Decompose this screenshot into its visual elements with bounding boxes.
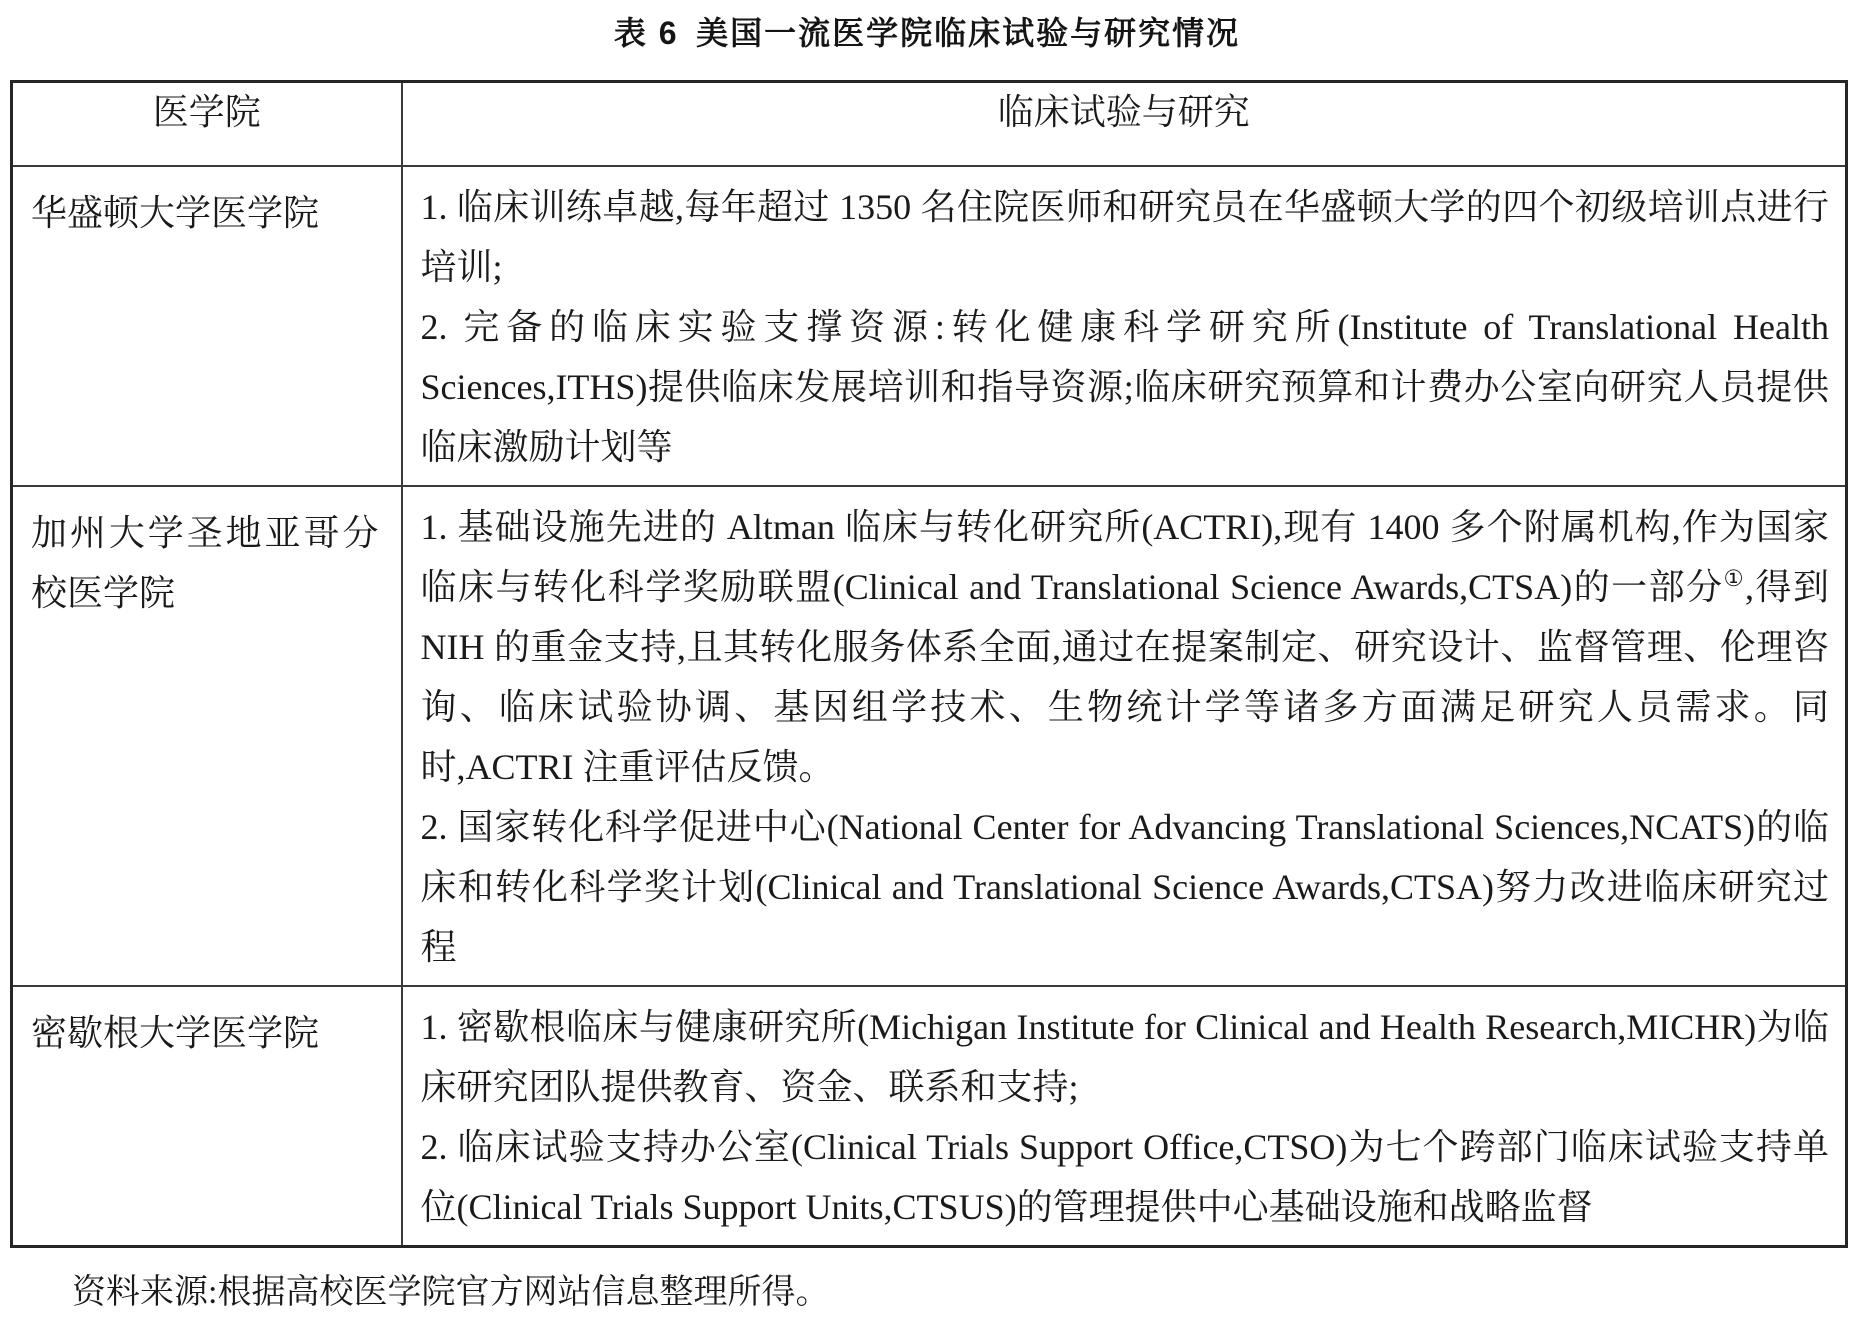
table-row-washington [12,166,1847,486]
header-cell-research: 临床试验与研究 [402,82,1847,167]
table-title [0,0,1854,54]
detail-cell-ucsd [402,486,1847,986]
school-name-ucsd: 加州大学圣地亚哥分校医学院 [12,486,402,986]
list-item: 1. 密歇根临床与健康研究所(Michigan Institute for Clinical and Health Research,MICHR)为临床研究团队提供教育、资金、联系和支持; [420,1007,1829,1107]
detail-cell-washington [402,166,1847,486]
source-note: 资料来源:根据高校医学院官方网站信息整理所得。 [72,1274,830,1311]
list-item: 2. 国家转化科学促进中心(National Center for Advancing Translational Sciences,NCATS)的临床和转化科学奖计划(Clinical and Translational Science Awards,CTSA)努力改进临床研究过程 [420,807,1829,967]
clinical-trials-table [10,80,1848,1248]
list-item-text: ,得到 NIH 的重金支持,且其转化服务体系全面,通过在提案制定、研究设计、监督管理、伦理咨询、临床试验协调、基因组学技术、生物统计学等诸多方面满足研究人员需求。同时,ACTRI 注重评估反馈。 [420,567,1829,787]
list-item [421,497,1830,797]
school-name-washington: 华盛顿大学医学院 [12,166,402,486]
detail-cell-michigan [402,986,1847,1247]
footnote-marker: ① [1723,566,1746,591]
table-row-ucsd [12,486,1847,986]
header-row [12,82,1847,167]
table-row-michigan [12,986,1847,1247]
list-item: 2. 完备的临床实验支撑资源:转化健康科学研究所(Institute of Translational Health Sciences,ITHS)提供临床发展培训和指导资源;临床研究预算和计费办公室向研究人员提供临床激励计划等 [420,307,1829,467]
header-cell-school: 医学院 [12,82,402,167]
table-title-text: 美国一流医学院临床试验与研究情况 [696,15,1241,51]
list-item-text: 1. 基础设施先进的 Altman 临床与转化研究所(ACTRI),现有 1400 多个附属机构,作为国家临床与转化科学奖励联盟(Clinical and Translational Science Awards,CTSA)的一部分 [420,507,1829,607]
school-name-michigan: 密歇根大学医学院 [12,986,402,1247]
list-item: 2. 临床试验支持办公室(Clinical Trials Support Office,CTSO)为七个跨部门临床试验支持单位(Clinical Trials Support Units,CTSUS)的管理提供中心基础设施和战略监督 [420,1127,1829,1227]
list-item: 1. 临床训练卓越,每年超过 1350 名住院医师和研究员在华盛顿大学的四个初级培训点进行培训; [420,187,1829,287]
table-title-label: 表 6 [613,15,679,51]
